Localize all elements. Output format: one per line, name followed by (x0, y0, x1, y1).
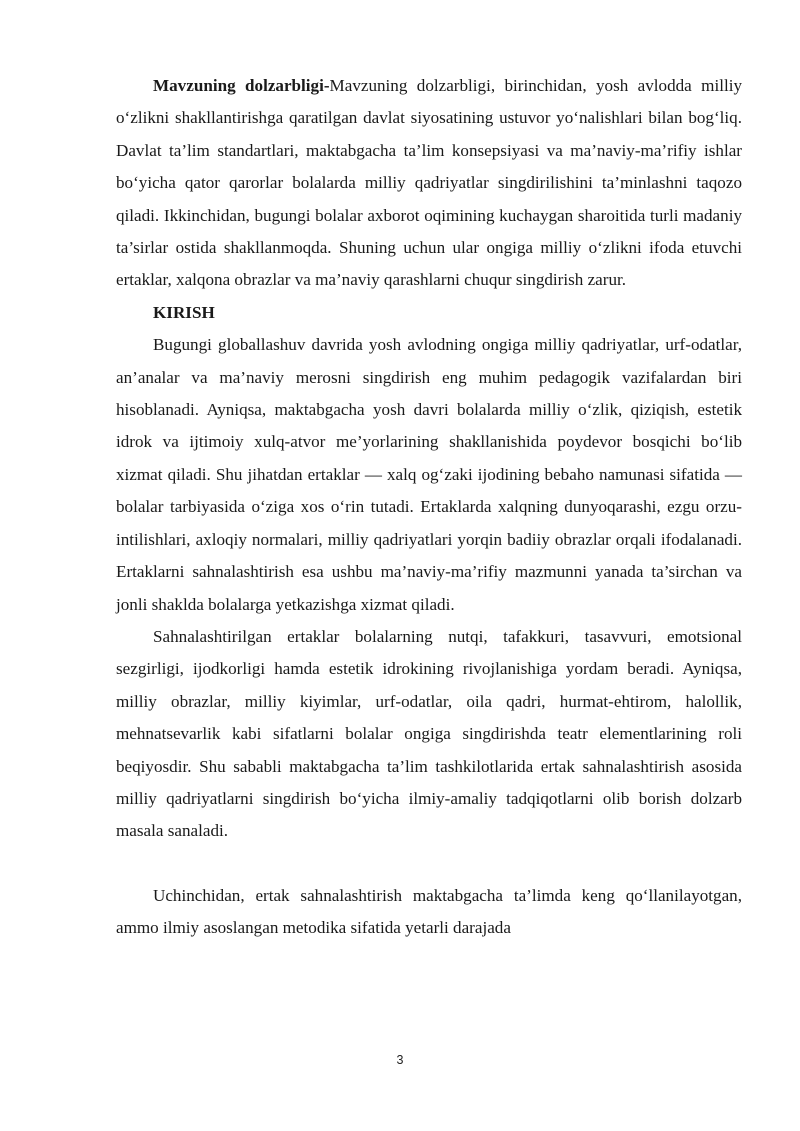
relevance-paragraph (116, 70, 742, 297)
page-number: 3 (396, 1053, 404, 1067)
intro-paragraph-2: Sahnalashtirilgan ertaklar bolalarning nutqi, tafakkuri, tasavvuri, emotsional sezgirligi, ijodkorligi hamda estetik idrokining rivojlanishiga yordam beradi. Ayniqsa, milliy obrazlar, milliy kiyimlar, urf-odatlar, oila qadri, hurmat-ehtirom, halollik, mehnatsevarlik kabi sifatlarni bolalar ongiga singdirishda teatr elementlarining roli beqiyosdir. Shu sababli maktabgacha ta’lim tashkilotlarida ertak sahnalashtirish asosida milliy qadriyatlarni singdirish bo‘yicha ilmiy-amaliy tadqiqotlarni olib borish dolzarb masala sanaladi. (116, 626, 742, 841)
intro-paragraph-1: Bugungi globallashuv davrida yosh avlodning ongiga milliy qadriyatlar, urf-odatlar, an’analar va ma’naviy merosni singdirish eng muhim pedagogik vazifalardan biri hisoblanadi. Ayniqsa, maktabgacha yosh davri bolalarda milliy o‘zlik, qiziqish, estetik idrok va ijtimoiy xulq-atvor me’yorlarining shakllanishida poydevor bosqichi bo‘lib xizmat qiladi. Shu jihatdan ertaklar — xalq og‘zaki ijodining bebaho namunasi sifatida — bolalar tarbiyasida o‘ziga xos o‘rin tutadi. Ertaklarda xalqning dunyoqarashi, ezgu orzu-intilishlari, axloqiy normalari, milliy qadriyatlari yorqin badiiy obrazlar orqali ifodalanadi. Ertaklarni sahnalashtirish esa ushbu ma’naviy-ma’rifiy mazmunni yanada ta’sirchan va jonli shaklda bolalarga yetkazishga xizmat qiladi. (116, 335, 742, 614)
paragraph-gap (116, 848, 742, 880)
relevance-lead: Mavzuning dolzarbligi- (153, 76, 330, 95)
document-page (116, 70, 742, 945)
section-heading: KIRISH (153, 302, 215, 322)
relevance-text: Mavzuning dolzarbligi, birinchidan, yosh avlodda milliy o‘zlikni shakllantirishga qaratilgan davlat siyosatining ustuvor yo‘nalishlari bilan bog‘liq. Davlat ta’lim standartlari, maktabgacha ta’lim konsepsiyasi va ma’naviy-ma’rifiy ishlar bo‘yicha qator qarorlar bolalarda milliy qadriyatlar singdirilishini ta’minlashni taqozo qiladi. Ikkinchidan, bugungi bolalar axborot oqimining kuchaygan sharoitida turli madaniy ta’sirlar ostida shakllanmoqda. Shuning uchun ular ongiga milliy o‘zlikni ifoda etuvchi ertaklar, xalqona obrazlar va ma’naviy qarashlarni chuqur singdirish zarur. (116, 76, 742, 290)
intro-paragraph-3: Uchinchidan, ertak sahnalashtirish maktabgacha ta’limda keng qo‘llanilayotgan, ammo ilmiy asoslangan metodika sifatida yetarli darajada (116, 885, 742, 938)
